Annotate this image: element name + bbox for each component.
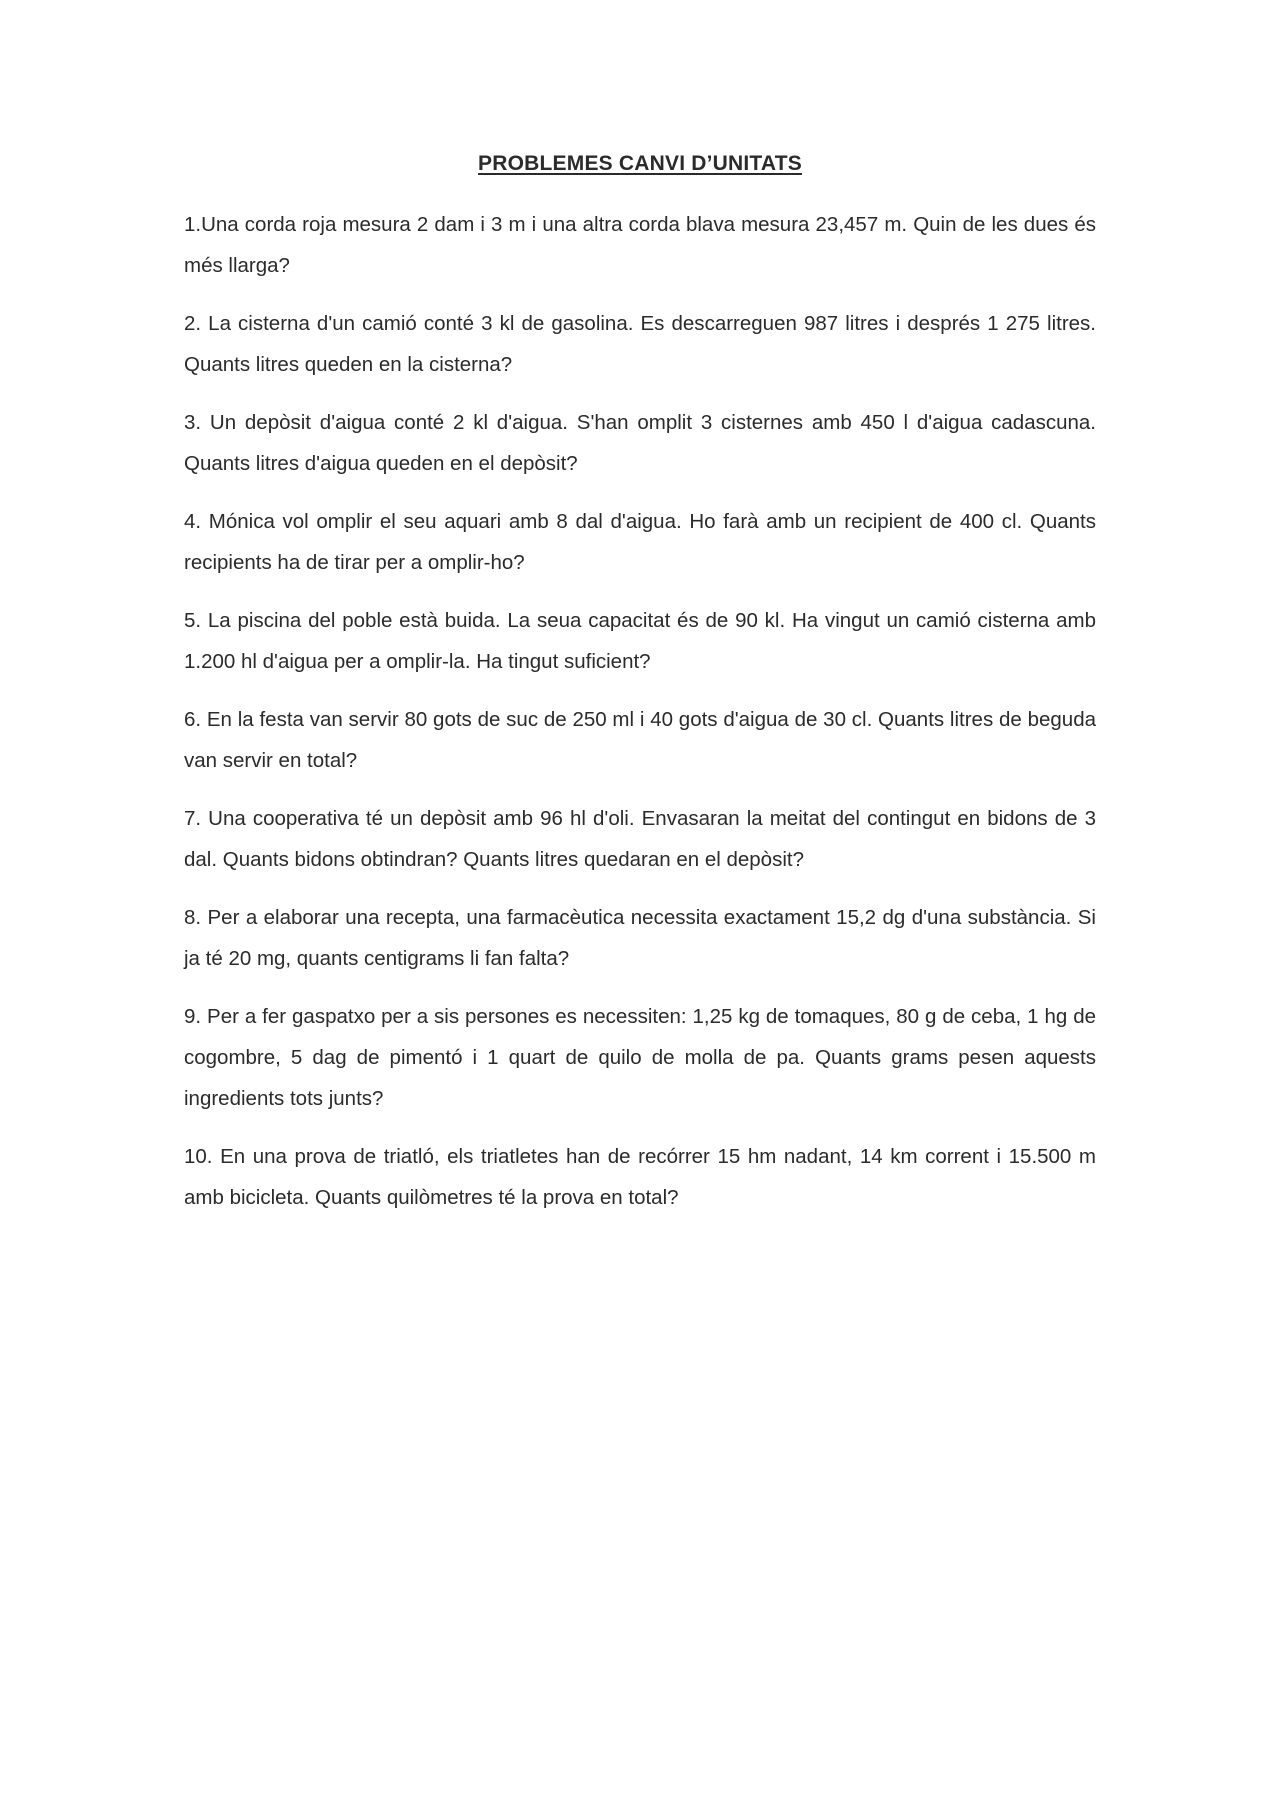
problem-list [184, 204, 1096, 1235]
problem-10: 10. En una prova de triatló, els triatletes han de recórrer 15 hm nadant, 14 km corrent i 15.500 m amb bicicleta. Quants quilòmetres té la prova en total? [184, 1145, 1096, 1209]
problem-1: 1.Una corda roja mesura 2 dam i 3 m i una altra corda blava mesura 23,457 m. Quin de les dues és més llarga? [184, 213, 1096, 277]
problem-8: 8. Per a elaborar una recepta, una farmacèutica necessita exactament 15,2 dg d'una substància. Si ja té 20 mg, quants centigrams li fan falta? [184, 906, 1096, 970]
problem-2: 2. La cisterna d'un camió conté 3 kl de gasolina. Es descarreguen 987 litres i després 1 275 litres. Quants litres queden en la cisterna? [184, 312, 1096, 376]
problem-9: 9. Per a fer gaspatxo per a sis persones es necessiten: 1,25 kg de tomaques, 80 g de ceba, 1 hg de cogombre, 5 dag de pimentó i 1 quart de quilo de molla de pa. Quants grams pesen aquests ingredients tots junts? [184, 1005, 1096, 1110]
page-title: PROBLEMES CANVI D’UNITATS [478, 152, 802, 175]
problem-5: 5. La piscina del poble està buida. La seua capacitat és de 90 kl. Ha vingut un camió cisterna amb 1.200 hl d'aigua per a omplir-la. Ha tingut suficient? [184, 609, 1096, 673]
problem-4: 4. Mónica vol omplir el seu aquari amb 8 dal d'aigua. Ho farà amb un recipient de 400 cl. Quants recipients ha de tirar per a omplir-ho? [184, 510, 1096, 574]
problem-7: 7. Una cooperativa té un depòsit amb 96 hl d'oli. Envasaran la meitat del contingut en bidons de 3 dal. Quants bidons obtindran? Quants litres quedaran en el depòsit? [184, 807, 1096, 871]
problem-3: 3. Un depòsit d'aigua conté 2 kl d'aigua. S'han omplit 3 cisternes amb 450 l d'aigua cadascuna. Quants litres d'aigua queden en el depòsit? [184, 411, 1096, 475]
problem-6: 6. En la festa van servir 80 gots de suc de 250 ml i 40 gots d'aigua de 30 cl. Quants litres de beguda van servir en total? [184, 708, 1096, 772]
